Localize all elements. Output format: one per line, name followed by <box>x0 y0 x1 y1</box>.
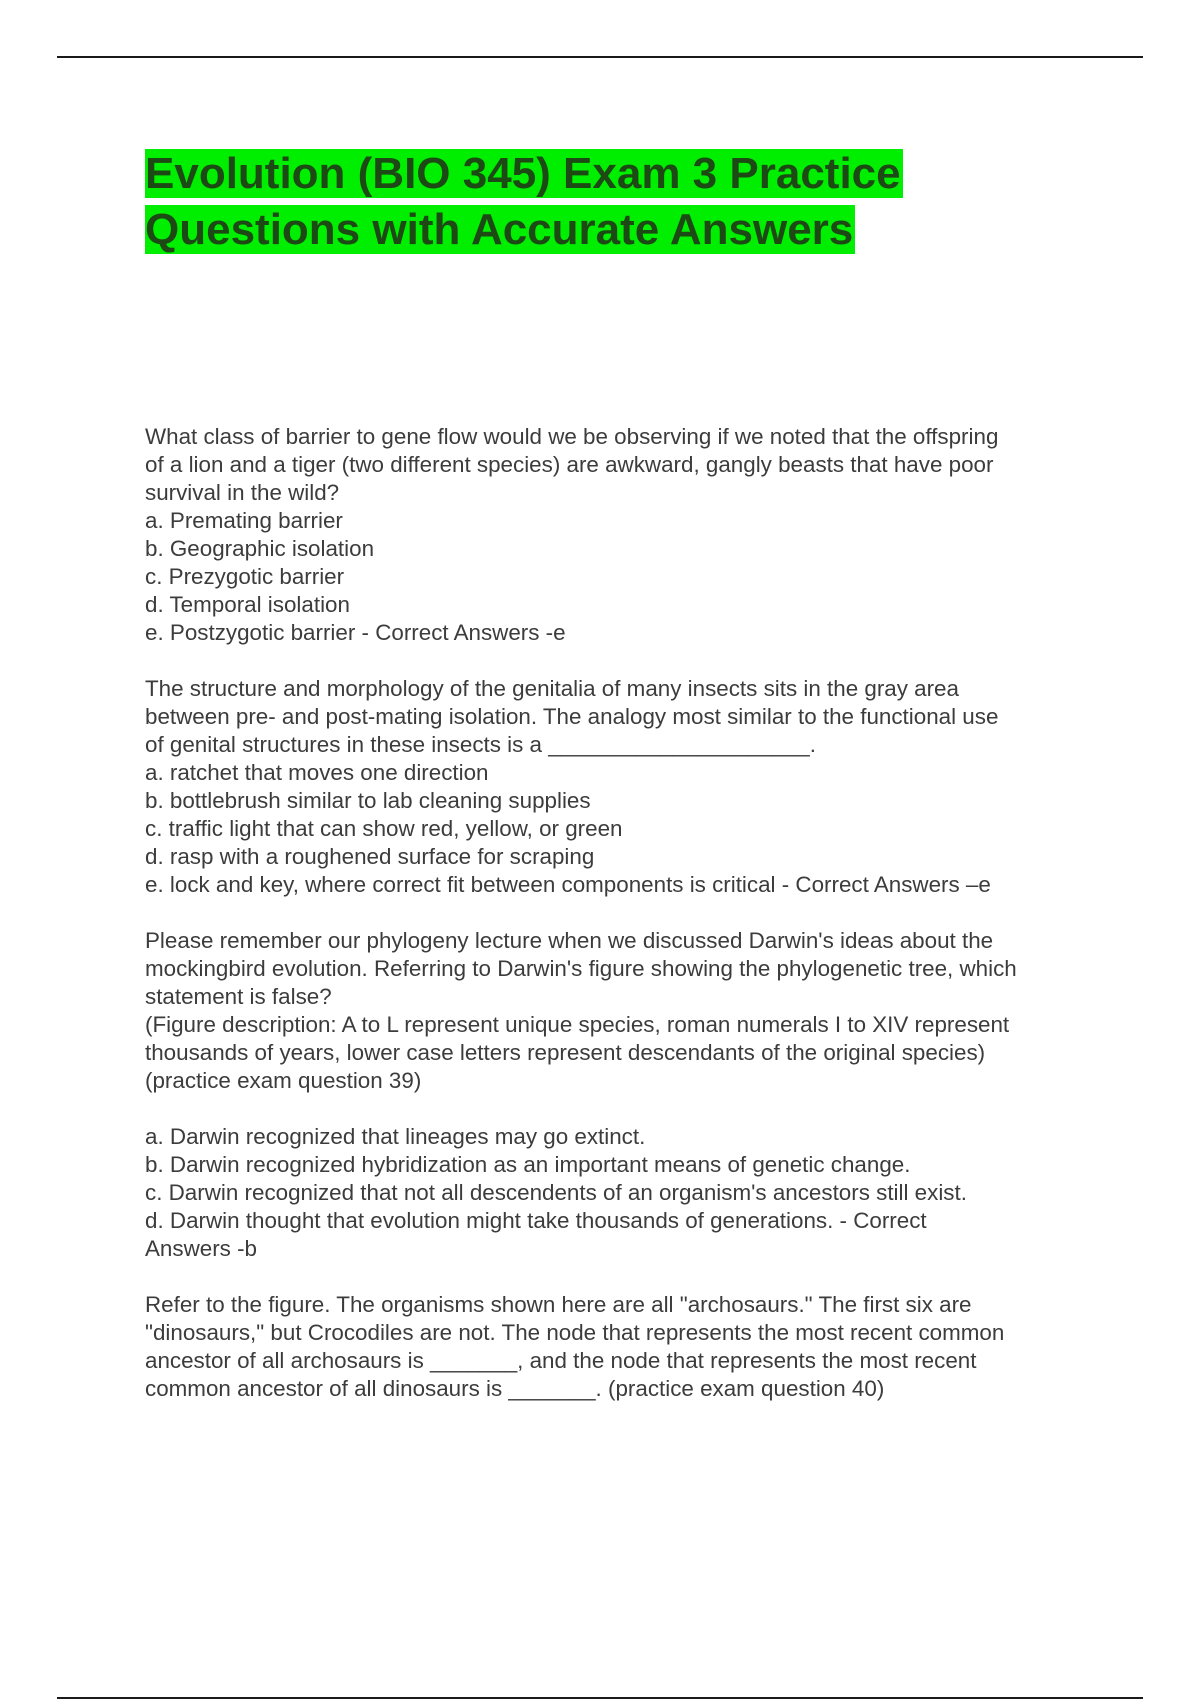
question-2 <box>145 675 1105 899</box>
answer-option-correct: e. lock and key, where correct fit between components is critical - Correct Answers –e <box>145 872 991 897</box>
answer-option: b. Darwin recognized hybridization as an important means of genetic change. <box>145 1152 911 1177</box>
bottom-rule <box>57 1697 1143 1699</box>
answer-option: d. rasp with a roughened surface for scraping <box>145 844 595 869</box>
question-text-line: "dinosaurs," but Crocodiles are not. The node that represents the most recent common <box>145 1320 1005 1345</box>
answer-option: a. Darwin recognized that lineages may go extinct. <box>145 1124 646 1149</box>
question-text-line: What class of barrier to gene flow would we be observing if we noted that the offspring <box>145 424 999 449</box>
answer-option: c. Prezygotic barrier <box>145 564 345 589</box>
paragraph-gap <box>145 647 1105 675</box>
question-text-line: mockingbird evolution. Referring to Darwin's figure showing the phylogenetic tree, which <box>145 956 1017 981</box>
question-4 <box>145 1291 1105 1403</box>
answer-option-correct: e. Postzygotic barrier - Correct Answers -e <box>145 620 566 645</box>
question-reference: (practice exam question 39) <box>145 1068 422 1093</box>
question-text-line: Refer to the figure. The organisms shown here are all "archosaurs." The first six are <box>145 1292 972 1317</box>
answer-option: d. Darwin thought that evolution might take thousands of generations. - Correct <box>145 1208 927 1233</box>
question-text-line: statement is false? <box>145 984 332 1009</box>
question-text-line: common ancestor of all dinosaurs is _______. (practice exam question 40) <box>145 1376 885 1401</box>
question-text-line: survival in the wild? <box>145 480 340 505</box>
question-text-line: Please remember our phylogeny lecture when we discussed Darwin's ideas about the <box>145 928 994 953</box>
answer-option-correct: Answers -b <box>145 1236 257 1261</box>
document-body <box>145 423 1105 1403</box>
title-line-1: Evolution (BIO 345) Exam 3 Practice <box>145 149 901 198</box>
question-text-line: of a lion and a tiger (two different species) are awkward, gangly beasts that have poor <box>145 452 994 477</box>
figure-description-line: thousands of years, lower case letters represent descendants of the original species) <box>145 1040 986 1065</box>
title-line-2: Questions with Accurate Answers <box>145 205 854 254</box>
question-text-line: of genital structures in these insects is a _____________________. <box>145 732 816 757</box>
question-text-line: ancestor of all archosaurs is _______, and the node that represents the most recent <box>145 1348 977 1373</box>
question-text-line: between pre- and post-mating isolation. The analogy most similar to the functional use <box>145 704 999 729</box>
answer-option: a. Premating barrier <box>145 508 343 533</box>
answer-option: b. bottlebrush similar to lab cleaning supplies <box>145 788 591 813</box>
answer-option: c. traffic light that can show red, yellow, or green <box>145 816 623 841</box>
paragraph-gap <box>145 1095 1105 1123</box>
question-3 <box>145 927 1105 1263</box>
paragraph-gap <box>145 1263 1105 1291</box>
answer-option: c. Darwin recognized that not all descendents of an organism's ancestors still exist. <box>145 1180 967 1205</box>
answer-option: b. Geographic isolation <box>145 536 375 561</box>
answer-option: a. ratchet that moves one direction <box>145 760 489 785</box>
question-text-line: The structure and morphology of the genitalia of many insects sits in the gray area <box>145 676 959 701</box>
figure-description-line: (Figure description: A to L represent unique species, roman numerals I to XIV represent <box>145 1012 1010 1037</box>
answer-option: d. Temporal isolation <box>145 592 350 617</box>
top-rule <box>57 56 1143 58</box>
question-1 <box>145 423 1105 647</box>
paragraph-gap <box>145 899 1105 927</box>
document-title <box>145 146 1045 258</box>
